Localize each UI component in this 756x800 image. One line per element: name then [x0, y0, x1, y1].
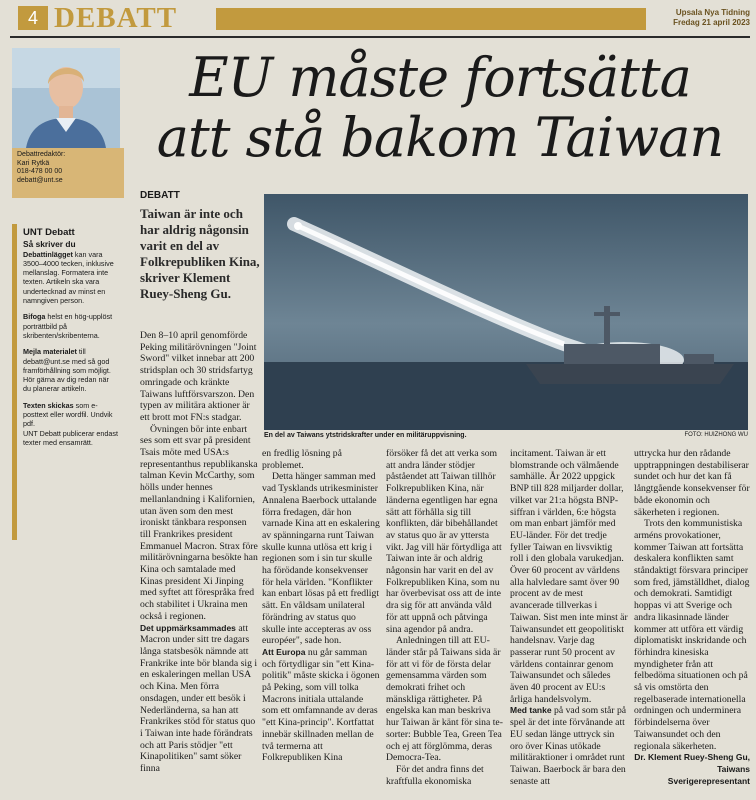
page-number: 4 — [18, 6, 48, 30]
paragraph: incitament. Taiwan är ett blomstrande och välmående samhälle. År 2022 uppgick BNP till 828 miljarder dollar, vilket var 21:a högsta BNP-siffran i världen, 6:e högsta om man enbart jämför med EU-länder. För det tredje fyller Taiwan en livsviktig roll i den globala varukedjan. Över 60 procent av världens alla halvledare samt över 90 procent av de mest avancerade tillverkas i Taiwan. Sist men inte minst är Taiwansundet ett geopolitiskt handelsnav. Varje dag passerar runt 50 procent av världens containrar genom Taiwansundet och således även 40 procent av EU:s årliga handelsvolym. — [510, 448, 628, 705]
author-signature — [634, 752, 750, 787]
article-column-1 — [140, 330, 258, 796]
sidebar-text: till debatt@unt.se med så god framförhållning som möjligt. Hör gärna av dig redan när du planerar artikeln. — [23, 347, 111, 394]
sidebar-bold: Debattinlägget — [23, 249, 73, 259]
sidebar-bold: Mejla materialet — [23, 347, 77, 357]
editor-name: Kari Rytkä — [17, 159, 50, 167]
paragraph — [510, 705, 628, 787]
sidebar-heading: Så skriver du — [23, 239, 76, 250]
paper-name: Upsala Nya Tidning — [675, 8, 750, 17]
paragraph: en fredlig lösning på problemet. — [262, 448, 342, 471]
paragraph: Övningen bör inte enbart ses som ett svar på president Tsais möte med USA:s representanthus republikanska talman Kevin McCarthy, som hölls under hennes mellanlandning i Kalifornien, utan även som den mest ironiskt tänkbara responsen till Frankrikes president Emmanuel Macron. Strax före militärövningarna besökte han Kina och samtalade med Kinas president Xi Jinping med syftet att förespråka fred och stabilitet i Ukraina men också i regionen. — [140, 423, 258, 622]
header-rule — [10, 36, 750, 38]
sidebar-bold: Texten skickas — [23, 400, 74, 410]
unt-debatt-sidebar — [12, 224, 124, 540]
sidebar-text: som e-posttext eller wordfil. Undvik pdf. — [23, 400, 113, 429]
subheading: Att Europa — [262, 646, 306, 657]
header-bar — [216, 8, 646, 30]
subheading: Med tanke — [510, 705, 552, 716]
editor-label: Debattredaktör: — [17, 151, 66, 158]
author-name: Dr. Klement Ruey-Sheng Gu, — [634, 752, 750, 763]
paragraph-text: att Macron under sitt tre dagars långa statsbesök nämnde att Frankrike inte bör blanda sig i en eskaleringen mellan USA och Kina. Men förra onsdagen, under ett besök i Nederländerna, sa han att Frankrikes stöd för status quo i Taiwan inte hade förändrats och att Paris stödjer "ett Kinapolitiken" samt söker finna — [140, 622, 258, 775]
subheading: Det uppmärksammades — [140, 622, 236, 633]
editor-email[interactable]: debatt@unt.se — [17, 176, 63, 184]
article-column-4 — [510, 448, 628, 796]
paragraph-text: nu går samman och förtydligar sin "ett Kina-politik" måste skicka i ögonen på Peking, som vill tolka Macrons initiala uttalande som ett omfamnande av deras "ett Kina-princip". Kortfattat innebär skillnaden mellan de två termerna att Folkrepubliken Kina — [262, 646, 380, 764]
sidebar-paragraph-format — [23, 401, 118, 447]
paragraph: försöker få det att verka som att andra länder stödjer påståendet att Taiwan tillhör Folkrepubliken Kina, när länderna egentligen har egna sätt att förhålla sig till konflikten, där bibehållandet av status quo är av yttersta vikt. Jag vill här förtydliga att Taiwan inte är och aldrig någonsin har varit en del av Folkrepubliken Kina, som nu har överbevisat oss att de inte dra sig för att använda våld för att uppnå och påtvinga sina agendor på andra. — [386, 448, 502, 635]
paragraph: Den 8–10 april genomförde Peking militärövningen "Joint Sword" vilket innebar att 200 stridsplan och 30 stridsfartyg omringade och kränkte Taiwans luftförsvarszon. Den typen av militära aktioner är ett brott mot FN:s stadgar. — [140, 330, 257, 423]
warship-missile-photo — [264, 194, 748, 430]
author-title: Taiwans Sverigerepresentant — [667, 763, 750, 786]
article-headline — [130, 48, 750, 168]
article-column-2 — [262, 448, 380, 796]
sidebar-text: UNT Debatt publicerar endast texter med ensamrätt. — [23, 428, 118, 447]
paragraph: Anledningen till att EU-länder står på Taiwans sida är för att vi för de första delar gemensamma värden som demokrati frihet och mänskliga rättigheter. På engelska kan man beskriva hur Taiwan är känt för sina te-sorter: Bubble Tea, Green Tea och ej att förglömma, deras Democra-Tea. — [386, 635, 503, 764]
paragraph: För det andra finns det kraftfulla ekonomiska — [386, 763, 484, 787]
article-lead: Taiwan är inte och har aldrig någonsin varit en del av Folkrepubliken Kina, skriver Klement Ruey-Sheng Gu. — [140, 206, 260, 301]
sidebar-text: kan vara 3500–4000 tecken, inklusive mellanslag. Formatera inte texten. Artikeln ska vara undertecknad av minst en namngiven person. — [23, 249, 114, 306]
paragraph — [262, 647, 380, 764]
paper-info — [650, 8, 750, 28]
sidebar-paragraph-length — [23, 250, 118, 306]
photo-credit: FOTO: HUIZHONG WU — [684, 432, 748, 438]
article-kicker: DEBATT — [140, 190, 180, 201]
article-column-5 — [634, 448, 750, 796]
caption-text: En del av Taiwans ytstridskrafter under en militäruppvisning. — [264, 432, 467, 439]
editor-phone: 018-478 00 00 — [17, 168, 63, 175]
paragraph — [140, 623, 258, 775]
editor-box — [12, 148, 124, 198]
paragraph: uttrycka hur den rådande upptrappningen destabiliserar sundet och hur det kan få långtgående konsekvenser för både ekonomin och säkerheten i regionen. — [634, 448, 750, 518]
sidebar-bold: Bifoga — [23, 312, 46, 322]
paragraph: Trots den kommunistiska arméns provokationer, kommer Taiwan att fortsätta deskalera konflikten samt ståndaktigt försvara principer som fred, jämställdhet, dialog och demokrati. Samtidigt hoppas vi att Sverige och andra likasinnade länder kommer att utföra ett värdig diplomatiskt inskridande och förhindra kinesiska myndigheter från att felbedöma situationen och på så vis omstörta den regelbaserade internationella ordningen och underminera förbindelserna över Taiwansundet och den regionala säkerheten. — [634, 518, 750, 752]
section-title: DEBATT — [54, 2, 178, 34]
editor-portrait — [12, 48, 120, 148]
paragraph: Detta hänger samman med vad Tysklands utrikesminister Annalena Baerbock uttalande förra fredagen, där hon varnade Kina att en eskalering av spänningarna runt Taiwan skulle kunna utlösa ett krig i regionen som i sin tur skulle ha förödande konsekvenser för hela världen. "Konflikter kan enbart lösas på ett fredligt sätt. En våldsam unilateral förändring av status quo skulle inte accepteras av oss européer", sade hon. — [262, 471, 380, 647]
headline-line-2: att stå bakom Taiwan — [156, 106, 724, 169]
paragraph-text: på vad som står på spel är det inte förvånande att EU sedan länge uttryck sin oro över Kinas utökade militäraktioner i området runt Taiwan. Baerbock är bara den senaste att — [510, 705, 627, 787]
headline-line-1: EU måste fortsätta — [189, 46, 691, 109]
issue-date: Fredag 21 april 2023 — [673, 18, 750, 27]
sidebar-text: helst en hög-upplöst porträttbild på skribenten/skribenterna. — [23, 312, 113, 340]
article-column-3 — [386, 448, 504, 796]
sidebar-title: UNT Debatt — [23, 227, 75, 238]
photo-caption — [264, 432, 748, 439]
sidebar-paragraph-photo — [23, 312, 118, 340]
sidebar-paragraph-email — [23, 347, 118, 393]
